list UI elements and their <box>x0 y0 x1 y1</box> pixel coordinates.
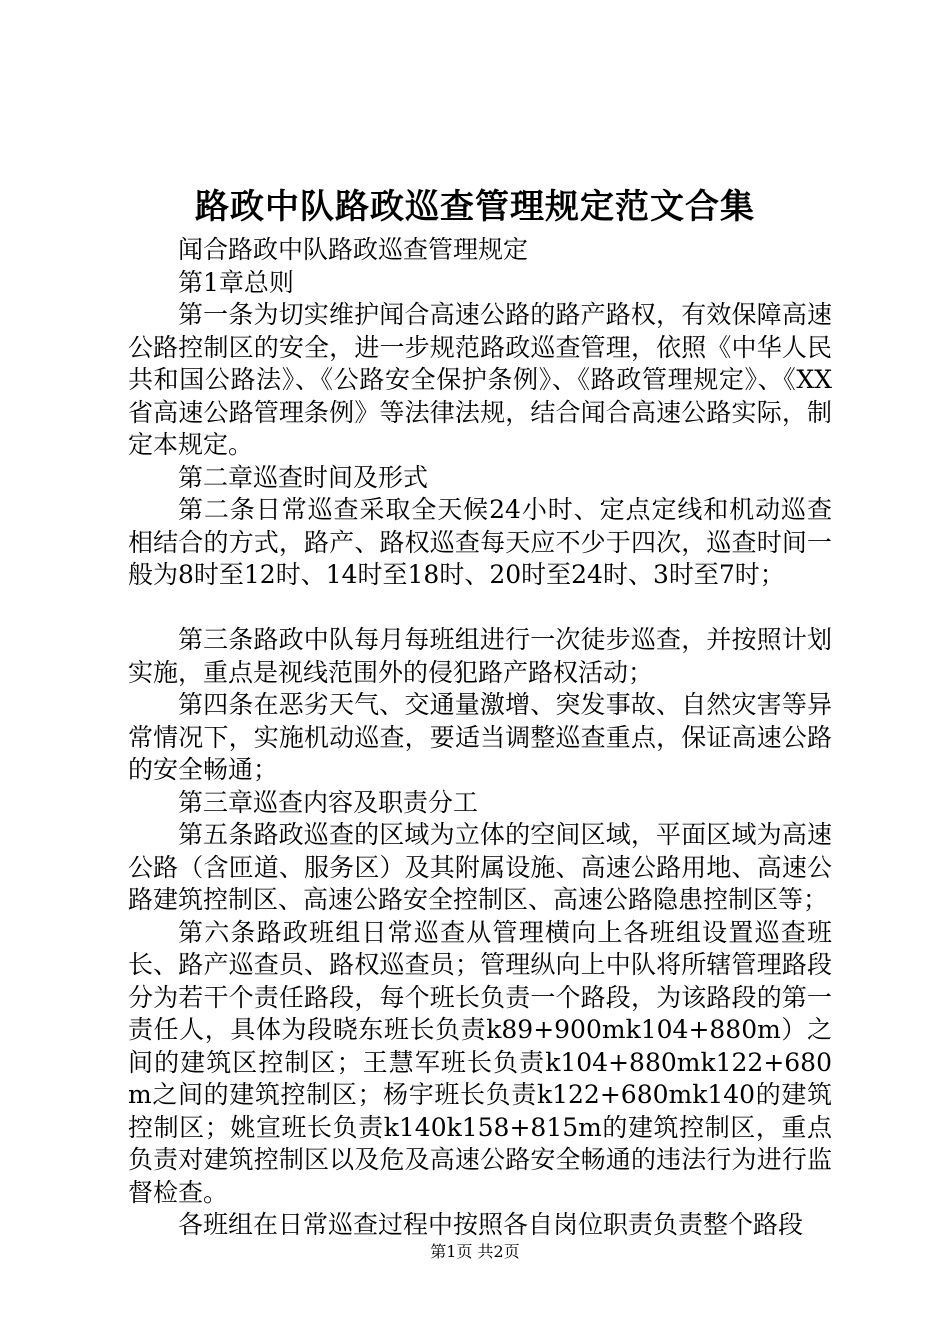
paragraph-article-1: 第一条为切实维护闻合高速公路的路产路权，有效保障高速公路控制区的安全，进一步规范路政巡查管理，依照《中华人民共和国公路法》、《公路安全保护条例》、《路政管理规定》、《XX省高速公路管理条例》等法律法规，结合闻合高速公路实际，制定本规定。 <box>128 300 832 459</box>
paragraph-continuation: 各班组在日常巡查过程中按照各自岗位职责负责整个路段 <box>178 1210 804 1239</box>
paragraph-article-3: 第三条路政中队每月每班组进行一次徒步巡查，并按照计划实施，重点是视线范围外的侵犯路产路权活动； <box>128 625 832 687</box>
paragraph-subtitle: 闻合路政中队路政巡查管理规定 <box>178 235 529 264</box>
paragraph-article-6: 第六条路政班组日常巡查从管理横向上各班组设置巡查班长、路产巡查员、路权巡查员；管理纵向上中队将所辖管理路段分为若干个责任路段，每个班长负责一个路段，为该路段的第一责任人，具体为段晓东班长负责k89+900mk104+880m）之间的建筑区控制区；王慧军班长负责k104+880mk122+680m之间的建筑控制区；杨宇班长负责k122+680mk140的建筑控制区；姚宣班长负责k140k158+815m的建筑控制区，重点负责对建筑控制区以及危及高速公路安全畅通的违法行为进行监督检查。 <box>128 917 832 1207</box>
paragraph-chapter-3: 第三章巡查内容及职责分工 <box>178 787 479 817</box>
paragraph-article-5: 第五条路政巡查的区域为立体的空间区域，平面区域为高速公路（含匝道、服务区）及其附属设施、高速公路用地、高速公路建筑控制区、高速公路安全控制区、高速公路隐患控制区等； <box>128 820 832 914</box>
document-body <box>128 234 832 1242</box>
document-title: 路政中队路政巡查管理规定范文合集 <box>195 187 755 227</box>
paragraph-chapter-2: 第二章巡查时间及形式 <box>178 462 429 492</box>
paragraph-chapter-1: 第1章总则 <box>178 267 294 297</box>
paragraph-article-2: 第二条日常巡查采取全天候24小时、定点定线和机动巡查相结合的方式，路产、路权巡查每天应不少于四次，巡查时间一般为8时至12时、14时至18时、20时至24时、3时至7时； <box>128 495 832 589</box>
paragraph-article-4: 第四条在恶劣天气、交通量激增、突发事故、自然灾害等异常情况下，实施机动巡查，要适当调整巡查重点，保证高速公路的安全畅通； <box>128 690 832 784</box>
page-number-footer: 第1页 共2页 <box>430 1242 520 1261</box>
